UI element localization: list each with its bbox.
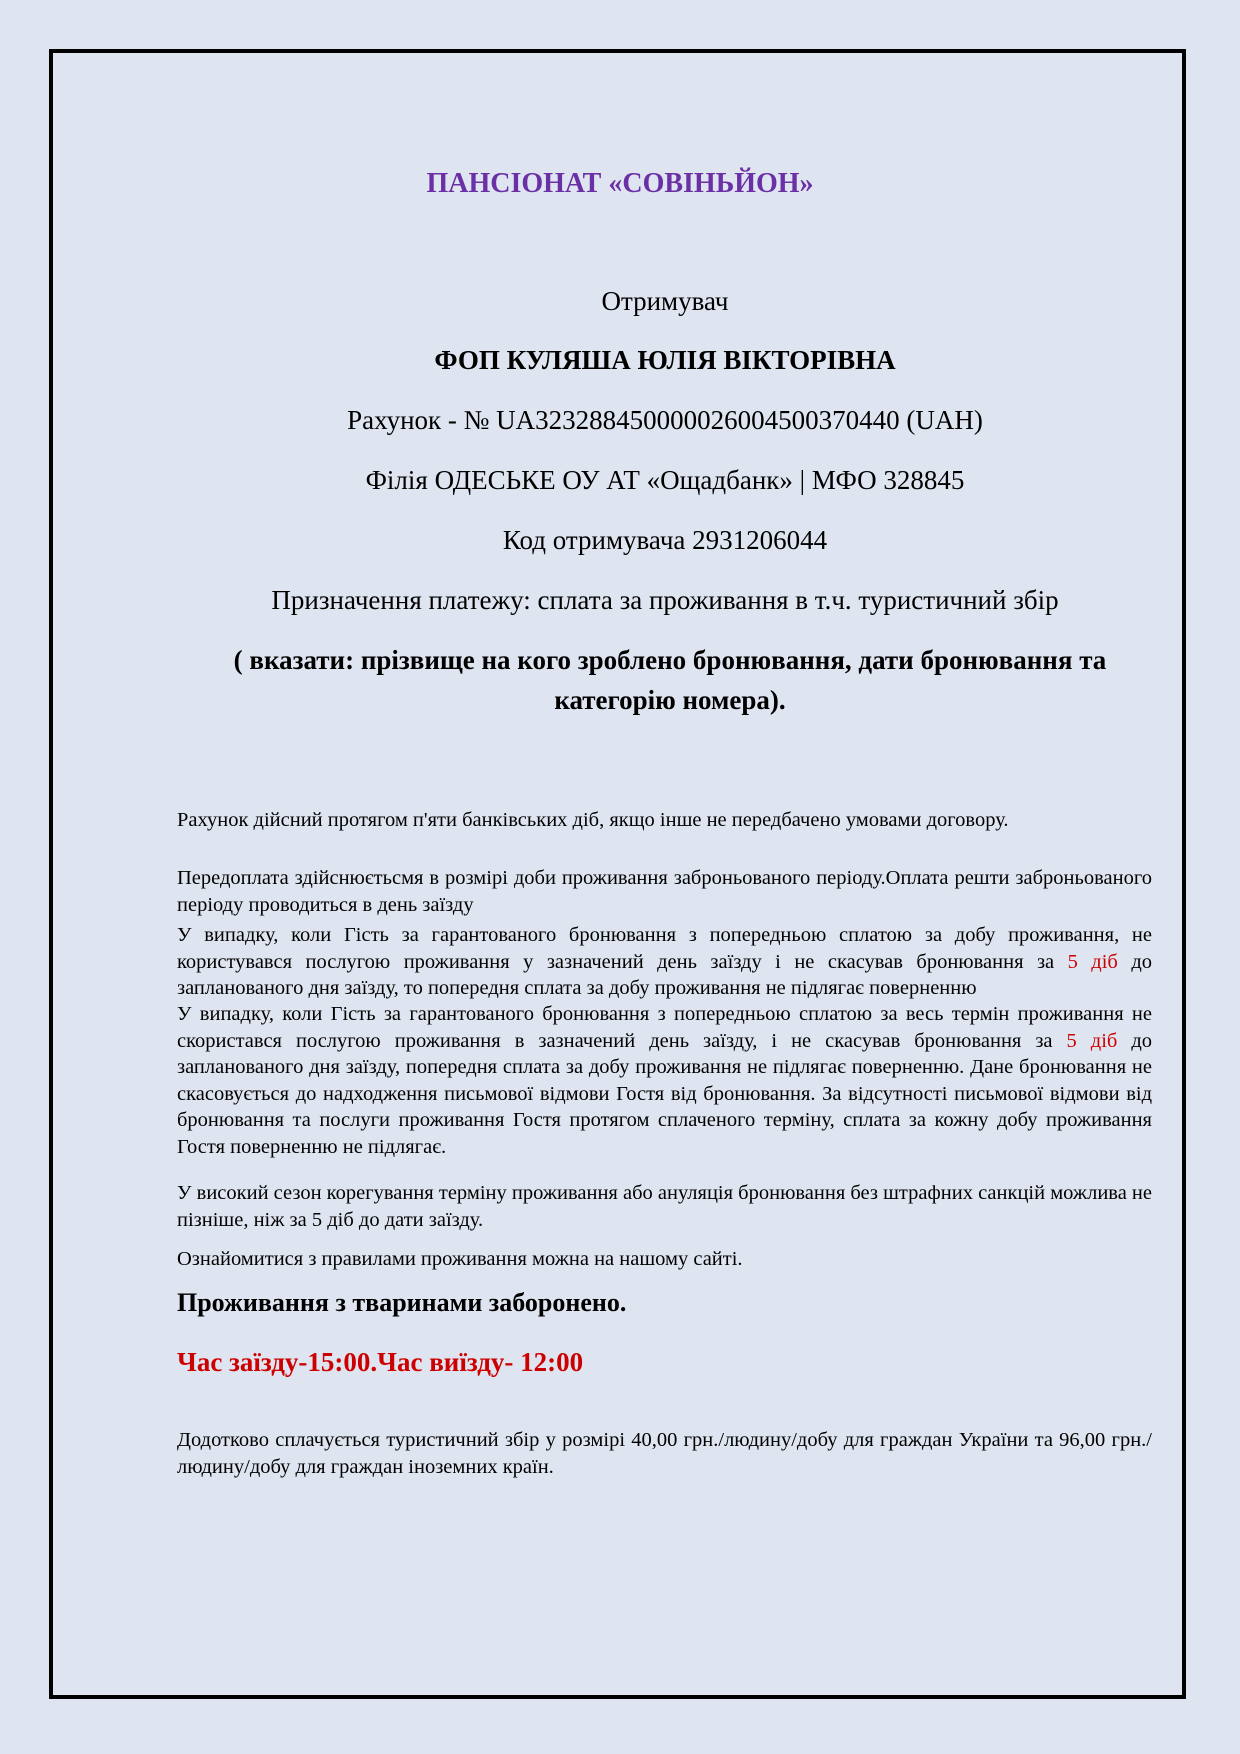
recipient-name: ФОП КУЛЯША ЮЛІЯ ВІКТОРІВНА [434, 345, 896, 375]
checkin-checkout-times: Час заїзду-15:00.Час виїзду- 12:00 [177, 1347, 584, 1377]
case1-text-b: до запланованого дня заїзду, то попередня сплата за добу проживання не підлягає поверненню [177, 950, 1153, 999]
case1-days: 5 діб [1067, 950, 1118, 973]
payment-note: ( вказати: прізвище на кого зроблено бронювання, дати бронювання та категорію номера). [233, 645, 1107, 715]
rules-text: Ознайомитися з правилами проживання можна на нашому сайті. [177, 1248, 743, 1270]
case2-text-b: до запланованого дня заїзду, попередня сплата за добу проживання не підлягає поверненню. Дане бронювання не скасовується до надходження письмової відмови Гостя від бронювання. За відсутності письмової відмови від бронювання та послуги проживання Гостя протягом сплаченого терміну, сплата за кожну добу проживання Гостя поверненню не підлягає. [177, 1029, 1152, 1158]
bank-details: Філія ОДЕСЬКЕ ОУ АТ «Ощадбанк» | МФО 328845 [365, 465, 965, 495]
case1-text-a: У випадку, коли Гість за гарантованого бронювання з попередньою сплатою за добу проживання, не користувався послугою проживання у зазначений день заїзду і не скасував бронювання за [177, 924, 1152, 973]
high-season-text: У високий сезон корегування терміну проживання або ануляція бронювання без штрафних санкцій можлива не пізніше, ніж за 5 діб до дати заїзду. [177, 1182, 1152, 1231]
recipient-label: Отримувач [601, 286, 729, 316]
account-number: Рахунок - № UA323288450000026004500370440 (UAH) [347, 405, 983, 435]
page-title: ПАНСІОНАТ «СОВІНЬЙОН» [426, 168, 814, 199]
case2-days: 5 діб [1066, 1029, 1118, 1052]
cancellation-case-1 [177, 922, 1152, 1002]
payment-purpose: Призначення платежу: сплата за проживання в т.ч. туристичний збір [271, 585, 1059, 615]
pets-notice: Проживання з тваринами заборонено. [177, 1288, 627, 1317]
case2-text-a: У випадку, коли Гість за гарантованого бронювання з попередньою сплатою за весь термін проживання не скористався послугою проживання в зазначений день заїзду, і не скасував бронювання за [177, 1003, 1152, 1052]
validity-text: Рахунок дійсний протягом п'яти банківських діб, якщо інше не передбачено умовами договору. [177, 809, 1009, 831]
tourist-tax-text: Додотково сплачується туристичний збір у розмірі 40,00 грн./людину/добу для граждан України та 96,00 грн./людину/добу для граждан іноземних країн. [177, 1429, 1152, 1478]
recipient-code: Код отримувача 2931206044 [502, 525, 828, 555]
prepayment-text: Передоплата здійснюєтьсмя в розмірі доби проживання заброньованого періоду.Оплата решти заброньованого періоду проводиться в день заїзду [177, 867, 1152, 916]
cancellation-case-2 [177, 1001, 1152, 1160]
